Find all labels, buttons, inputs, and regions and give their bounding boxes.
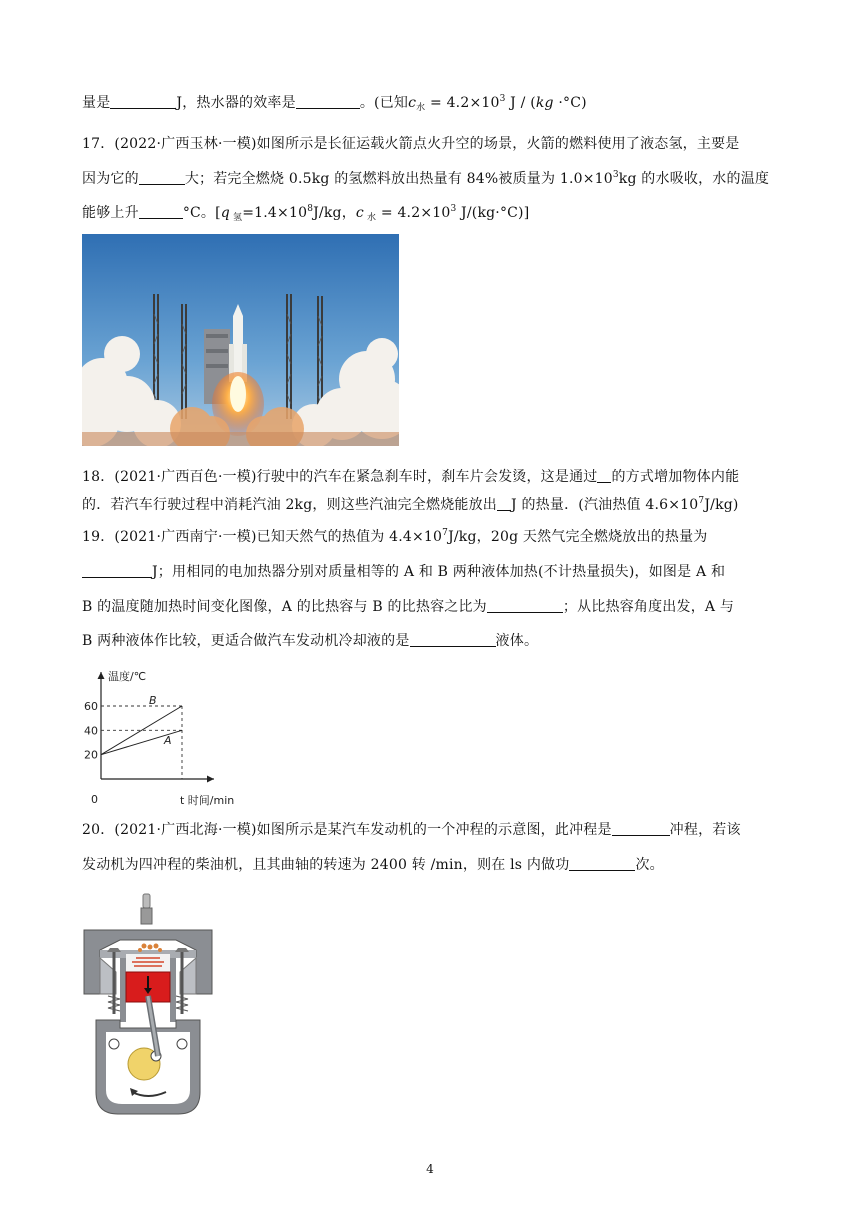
y-tick-label: 60 (84, 700, 98, 713)
answer-blank (139, 170, 185, 185)
origin-label: 0 (91, 793, 98, 806)
answer-blank (410, 632, 496, 647)
answer-blank (597, 468, 611, 483)
temperature-time-chart (82, 666, 257, 812)
q19-line-2: J；用相同的电加热器分别对质量相等的 A 和 B 两种液体加热(不计热量损失)，如图是 A 和 (82, 562, 782, 582)
q19-line-4: B 两种液体作比较，更适合做汽车发动机冷却液的是 液体。 (82, 633, 539, 649)
y-tick-label: 40 (84, 724, 98, 738)
engine-stroke-diagram (82, 892, 214, 1122)
q19-line-3: B 的温度随加热时间变化图像，A 的比热容与 B 的比热容之比为 ；从比热容角度出发，A 与 (82, 599, 735, 615)
answer-blank (612, 821, 670, 836)
q17-line-1: 17．(2022·广西玉林·一模)如图所示是长征运载火箭点火升空的场景，火箭的燃料使用了液态氢，主要是 (82, 136, 740, 152)
answer-blank (497, 496, 511, 511)
q20-line-2: 发动机为四冲程的柴油机，且其曲轴的转速为 2400 转 /min，则在 ls 内做功 次。 (82, 857, 664, 873)
answer-blank (569, 856, 635, 871)
series-label-a: A (164, 734, 172, 747)
q16-line-1: 量是 J，热水器的效率是 。(已知$c_水 = 4.2\times 10^3$ J / (kg ·°C) (82, 94, 587, 113)
answer-blank (82, 563, 152, 578)
y-axis-label: 温度/℃ (108, 670, 147, 683)
q20-line-1: 20．(2021·广西北海·一模)如图所示是某汽车发动机的一个冲程的示意图，此冲程是 冲程，若该 (82, 822, 741, 838)
answer-blank (110, 94, 176, 109)
answer-blank (487, 598, 563, 613)
q18-line-2: 的．若汽车行驶过程中消耗汽油 2kg，则这些汽油完全燃烧能放出 J 的热量．(汽油热值 $4.6\times 10^7J/kg$) (82, 496, 739, 513)
q18-line-1: 18．(2021·广西百色·一模)行驶中的汽车在紧急刹车时，刹车片会发烫，这是通过 的方式增加物体内能 (82, 469, 740, 485)
y-tick-label: 20 (84, 748, 98, 762)
rocket-launch-image (82, 234, 399, 446)
q17-line-3: 能够上升 °C。[q $_氢=1.4\times 10^8J/kg$，c $_水 = 4.2\times 10^3$ J/(kg·°C)] (82, 204, 530, 223)
series-label-b: B (149, 694, 157, 707)
q19-line-1: 19．(2021·广西南宁·一模)已知天然气的热值为 $4.4\times 10^7J/kg$，20g 天然气完全燃烧放出的热量为 (82, 528, 708, 545)
answer-blank (139, 204, 183, 219)
q17-line-2: 因为它的 大；若完全燃烧 0.5kg 的氢燃料放出热量有 84%被质量为 $1.0\times 10^3kg$ 的水吸收，水的温度 (82, 170, 770, 187)
page-number: 4 (426, 1162, 434, 1176)
answer-blank (296, 94, 360, 109)
x-axis-label: t 时间/min (180, 794, 235, 807)
